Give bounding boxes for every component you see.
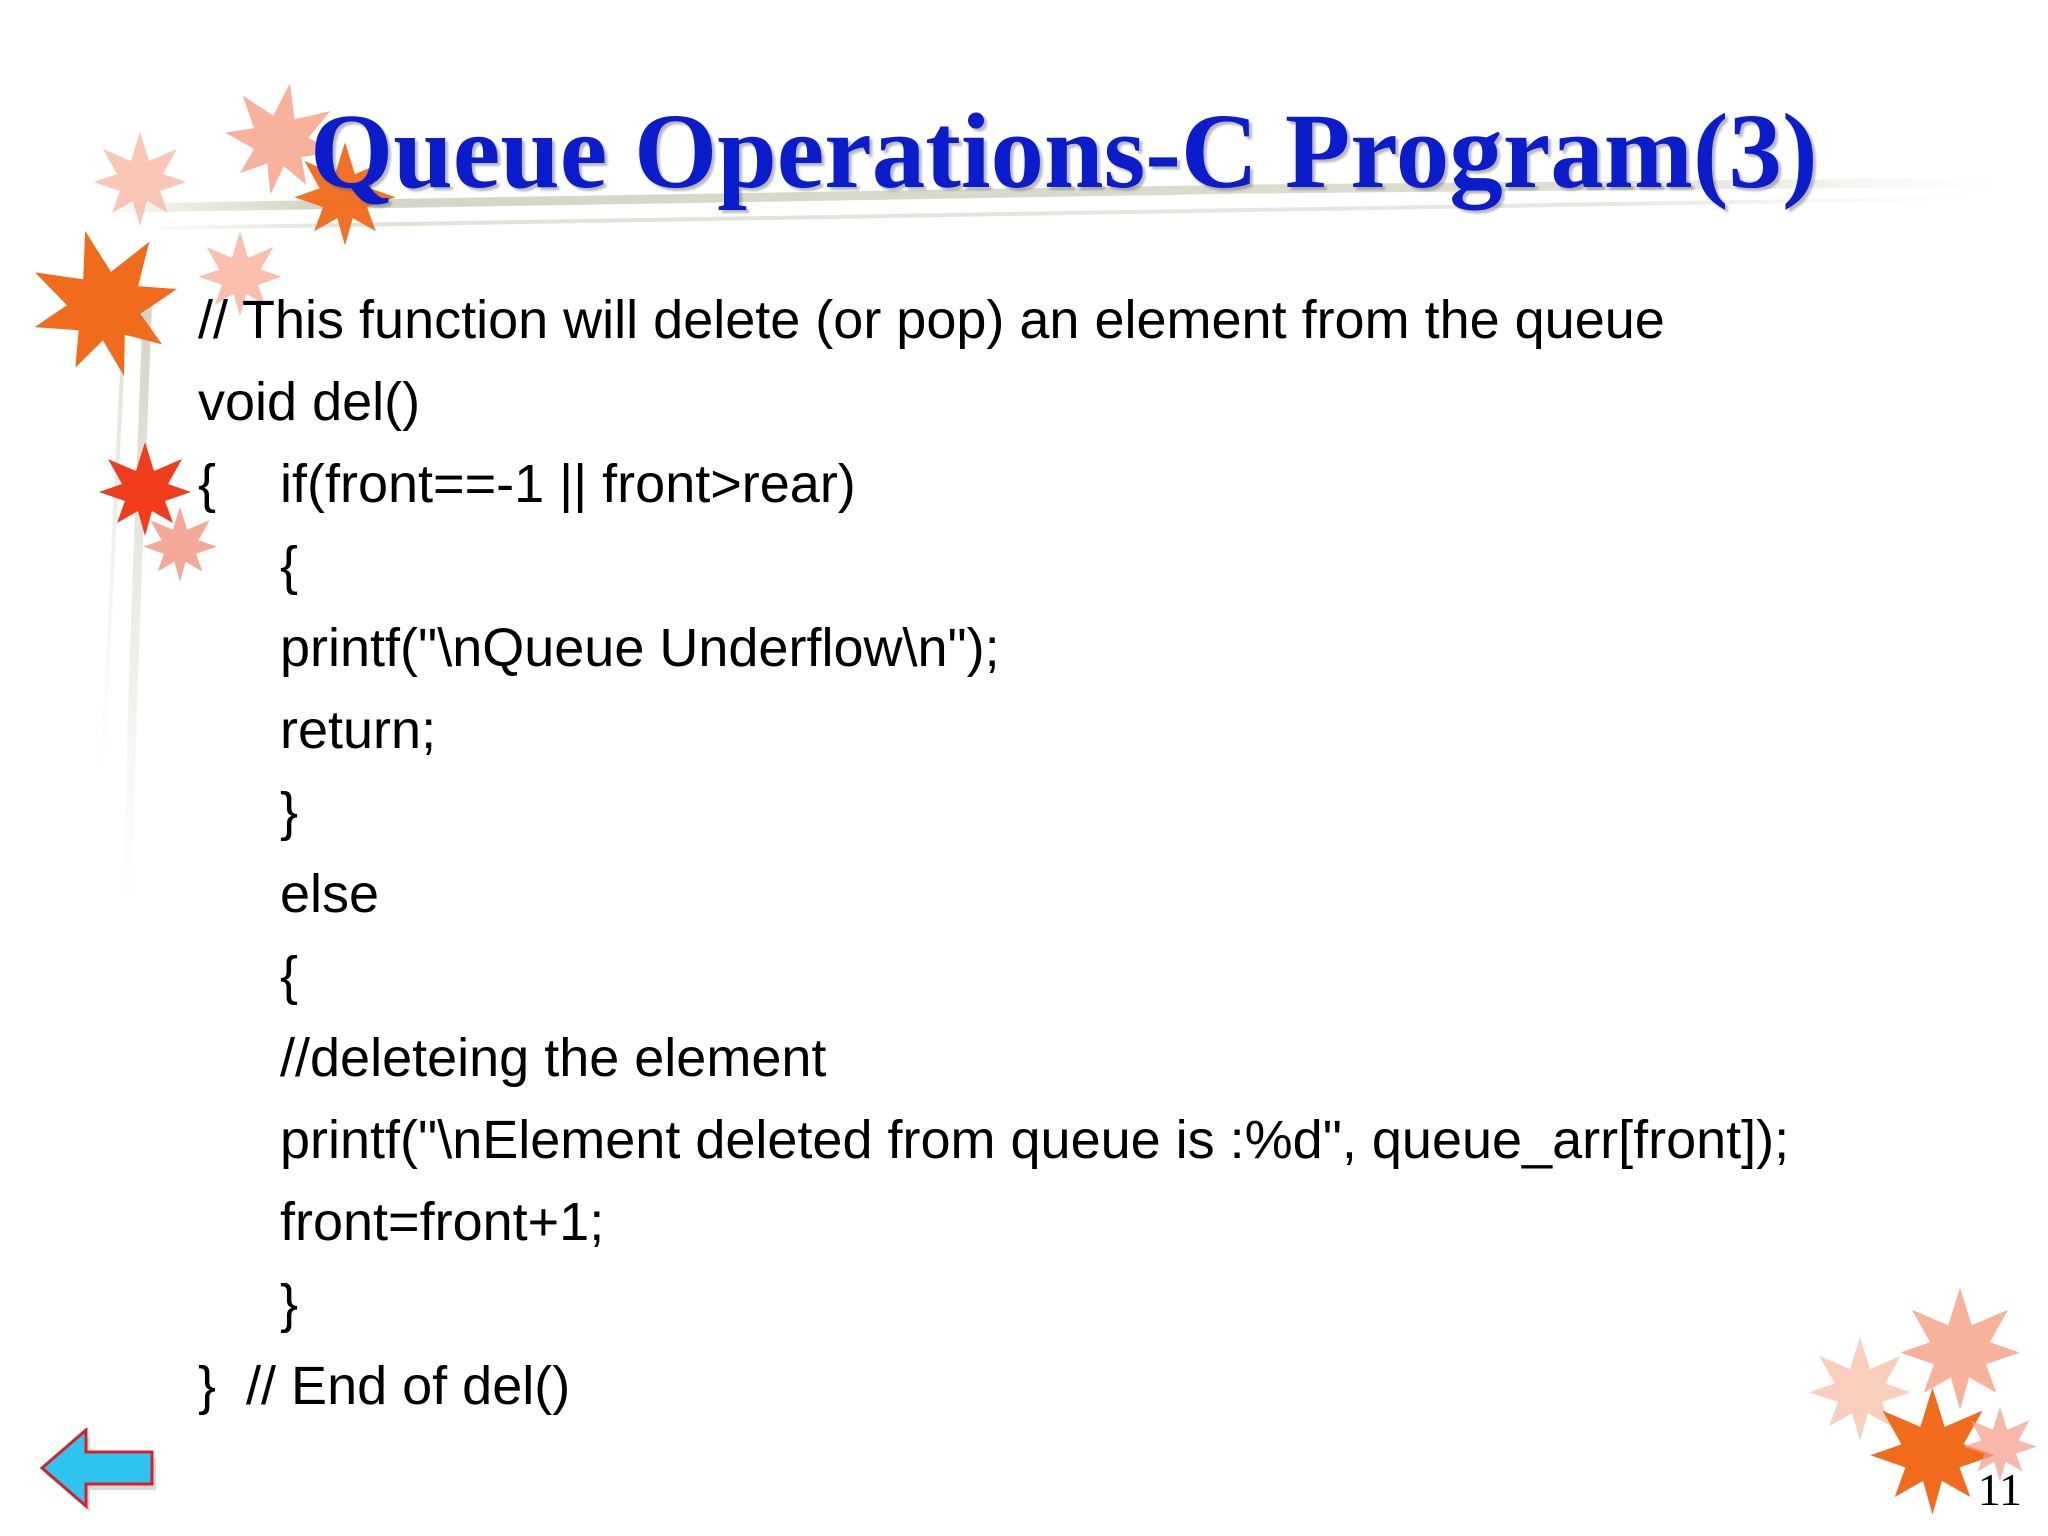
code-line: }	[280, 1274, 299, 1334]
code-line: printf("\nQueue Underflow\n");	[280, 618, 1000, 678]
code-line: // This function will delete (or pop) an element from the queue	[198, 290, 1665, 350]
code-line: {	[280, 946, 299, 1006]
slide-title: Queue Operations-C Program(3)	[310, 93, 1818, 211]
code-line: return;	[280, 700, 437, 760]
code-line: front=front+1;	[280, 1192, 605, 1252]
code-line: void del()	[198, 372, 421, 432]
code-line: printf("\nElement deleted from queue is :%d", queue_arr[front]);	[280, 1110, 1790, 1170]
code-line: {	[198, 454, 217, 514]
code-line: {	[280, 536, 299, 596]
code-line: //deleteing the element	[280, 1028, 827, 1088]
code-line: }	[280, 782, 299, 842]
back-arrow-icon[interactable]	[40, 1428, 160, 1512]
code-line: if(front==-1 || front>rear)	[280, 454, 856, 514]
code-line: } // End of del()	[198, 1356, 571, 1416]
page-number: 11	[1977, 1464, 2022, 1515]
code-line: else	[280, 864, 380, 924]
